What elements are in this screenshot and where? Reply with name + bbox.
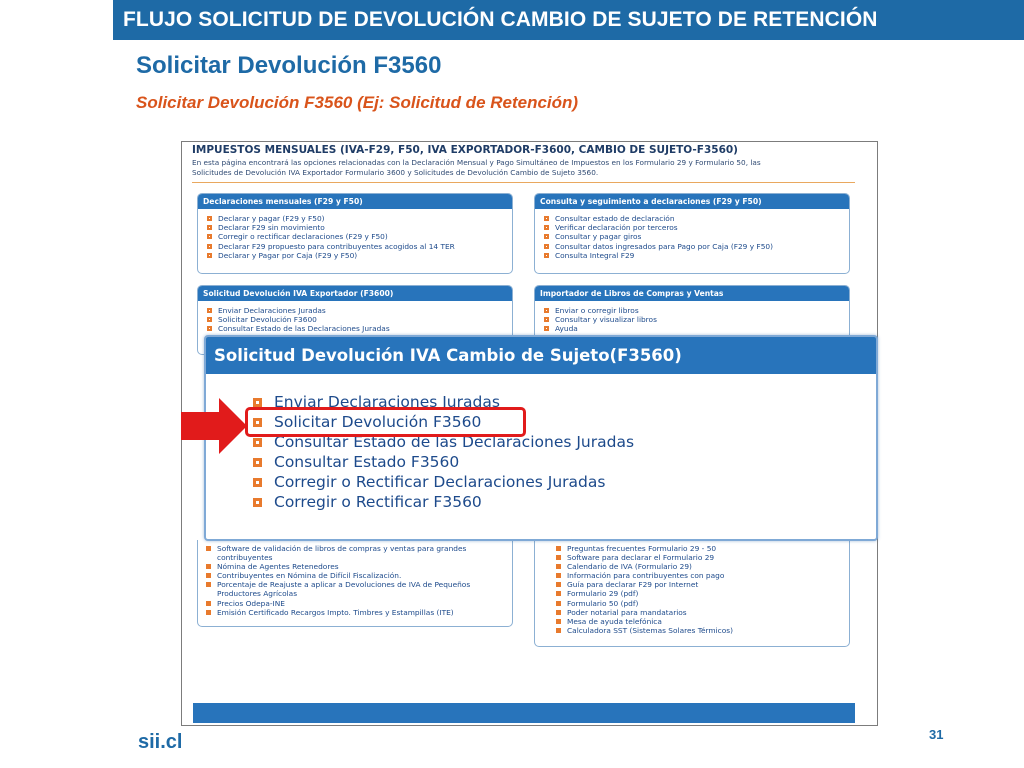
zoom-item-enviar-declaraciones[interactable]: Enviar Declaraciones Juradas — [274, 392, 634, 412]
square-bullet-icon — [544, 234, 549, 239]
list-item[interactable]: Emisión Certificado Recargos Impto. Timbres y Estampillas (ITE) — [217, 608, 470, 617]
slide-subtitle: Solicitar Devolución F3560 (Ej: Solicitud de Retención) — [136, 93, 579, 112]
square-bullet-icon — [556, 619, 561, 624]
list-item[interactable]: Porcentaje de Reajuste a aplicar a Devoluciones de IVA de Pequeños — [217, 580, 470, 589]
highlight-box — [245, 407, 526, 437]
list-item[interactable]: Corregir o rectificar declaraciones (F29 y F50) — [218, 232, 512, 241]
list-item-continuation[interactable]: contribuyentes — [217, 553, 273, 563]
panel-consulta-title: Consulta y seguimiento a declaraciones (F29 y F50) — [535, 194, 849, 209]
list-item[interactable]: Declarar y Pagar por Caja (F29 y F50) — [218, 251, 512, 260]
panel-consulta — [534, 193, 850, 274]
square-bullet-icon — [556, 546, 561, 551]
square-bullet-icon — [556, 610, 561, 615]
intro-line-2: Solicitudes de Devolución IVA Exportador Formulario 3600 y Solicitudes de Devolución Cambio de Sujeto 3560. — [192, 167, 599, 177]
square-bullet-icon — [206, 582, 211, 587]
square-bullet-icon — [556, 628, 561, 633]
zoom-item-consultar-estado-f3560[interactable]: Consultar Estado F3560 — [274, 452, 634, 472]
square-bullet-icon — [556, 582, 561, 587]
square-bullet-icon — [556, 555, 561, 560]
zoom-item-solicitar-devolucion[interactable]: Solicitar Devolución F3560 — [274, 412, 634, 432]
square-bullet-icon — [206, 601, 211, 606]
list-item[interactable]: Preguntas frecuentes Formulario 29 - 50 — [567, 544, 733, 553]
zoom-item-corregir-f3560[interactable]: Corregir o Rectificar F3560 — [274, 492, 634, 512]
slide-title: Solicitar Devolución F3560 — [136, 52, 442, 79]
list-item[interactable]: Enviar o corregir libros — [555, 306, 849, 315]
list-item[interactable]: Solicitar Devolución F3600 — [218, 315, 512, 324]
list-item[interactable]: Software de validación de libros de compras y ventas para grandes — [217, 544, 470, 553]
square-bullet-icon — [207, 216, 212, 221]
list-item[interactable]: Contribuyentes en Nómina de Difícil Fiscalización. — [217, 571, 470, 580]
page-footer-bar — [193, 703, 855, 723]
square-bullet-icon — [253, 438, 262, 447]
square-bullet-icon — [253, 498, 262, 507]
square-bullet-icon — [207, 326, 212, 331]
zoom-panel-title: Solicitud Devolución IVA Cambio de Sujeto(F3560) — [206, 337, 876, 374]
slide-banner — [113, 0, 1024, 40]
list-item[interactable]: Poder notarial para mandatarios — [567, 608, 733, 617]
list-item[interactable]: Calculadora SST (Sistemas Solares Térmicos) — [567, 626, 733, 635]
panel-importador-title: Importador de Libros de Compras y Ventas — [535, 286, 849, 301]
square-bullet-icon — [544, 308, 549, 313]
list-item[interactable]: Declarar y pagar (F29 y F50) — [218, 214, 512, 223]
square-bullet-icon — [206, 610, 211, 615]
list-item[interactable]: Formulario 50 (pdf) — [567, 599, 733, 608]
square-bullet-icon — [207, 308, 212, 313]
zoom-item-corregir-declaraciones[interactable]: Corregir o Rectificar Declaraciones Juradas — [274, 472, 634, 492]
square-bullet-icon — [544, 225, 549, 230]
list-item[interactable]: Ayuda — [555, 324, 849, 333]
list-item[interactable]: Enviar Declaraciones Juradas — [218, 306, 512, 315]
page-intro — [192, 158, 857, 177]
list-item[interactable]: Información para contribuyentes con pago — [567, 571, 733, 580]
square-bullet-icon — [207, 225, 212, 230]
square-bullet-icon — [544, 244, 549, 249]
square-bullet-icon — [207, 317, 212, 322]
list-item[interactable]: Nómina de Agentes Retenedores — [217, 562, 470, 571]
panel-declaraciones-list — [198, 209, 512, 260]
panel-exportador-title: Solicitud Devolución IVA Exportador (F3600) — [198, 286, 512, 301]
zoom-panel-cambio-sujeto — [204, 335, 878, 541]
list-item[interactable]: Declarar F29 propuesto para contribuyentes acogidos al 14 TER — [218, 242, 512, 251]
zoom-item-consultar-estado-declaraciones[interactable]: Consultar Estado de las Declaraciones Juradas — [274, 432, 634, 452]
list-item-continuation[interactable]: Productores Agrícolas — [217, 589, 298, 599]
slide-banner-title: FLUJO SOLICITUD DE DEVOLUCIÓN CAMBIO DE SUJETO DE RETENCIÓN — [123, 8, 878, 31]
list-item[interactable]: Consultar datos ingresados para Pago por Caja (F29 y F50) — [555, 242, 849, 251]
square-bullet-icon — [556, 591, 561, 596]
intro-line-1: En esta página encontrará las opciones relacionadas con la Declaración Mensual y Pago Simultáneo de Impuestos en los Formulario 29 y Formulario 50, las — [192, 158, 761, 167]
square-bullet-icon — [556, 573, 561, 578]
panel-importador-list — [535, 301, 849, 334]
square-bullet-icon — [207, 234, 212, 239]
list-item[interactable]: Consultar y visualizar libros — [555, 315, 849, 324]
list-item[interactable]: Software para declarar el Formulario 29 — [567, 553, 733, 562]
square-bullet-icon — [253, 478, 262, 487]
page-heading: IMPUESTOS MENSUALES (IVA-F29, F50, IVA EXPORTADOR-F3600, CAMBIO DE SUJETO-F3560) — [192, 144, 738, 156]
list-item[interactable]: Declarar F29 sin movimiento — [218, 223, 512, 232]
square-bullet-icon — [206, 573, 211, 578]
list-item[interactable]: Calendario de IVA (Formulario 29) — [567, 562, 733, 571]
list-item[interactable]: Verificar declaración por terceros — [555, 223, 849, 232]
panel-consulta-list — [535, 209, 849, 260]
list-item[interactable]: Consultar estado de declaración — [555, 214, 849, 223]
square-bullet-icon — [556, 601, 561, 606]
list-item[interactable]: Consultar y pagar giros — [555, 232, 849, 241]
square-bullet-icon — [207, 253, 212, 258]
square-bullet-icon — [207, 244, 212, 249]
square-bullet-icon — [544, 326, 549, 331]
red-arrow-icon — [181, 398, 251, 454]
sii-logo: sii.cl — [138, 731, 183, 753]
list-item[interactable]: Consultar Estado de las Declaraciones Juradas — [218, 324, 512, 333]
square-bullet-icon — [253, 458, 262, 467]
panel-declaraciones — [197, 193, 513, 274]
square-bullet-icon — [544, 317, 549, 322]
square-bullet-icon — [556, 564, 561, 569]
panel-bottom-left-list — [217, 544, 470, 617]
list-item[interactable]: Formulario 29 (pdf) — [567, 589, 733, 598]
square-bullet-icon — [206, 546, 211, 551]
square-bullet-icon — [544, 253, 549, 258]
heading-divider — [192, 182, 855, 183]
panel-exportador-list — [198, 301, 512, 334]
square-bullet-icon — [206, 564, 211, 569]
list-item[interactable]: Mesa de ayuda telefónica — [567, 617, 733, 626]
list-item[interactable]: Guía para declarar F29 por Internet — [567, 580, 733, 589]
panel-bottom-right-list — [567, 544, 733, 635]
page-number: 31 — [929, 727, 944, 742]
panel-declaraciones-title: Declaraciones mensuales (F29 y F50) — [198, 194, 512, 209]
list-item[interactable]: Consulta Integral F29 — [555, 251, 849, 260]
square-bullet-icon — [253, 398, 262, 407]
list-item[interactable]: Precios Odepa-INE — [217, 599, 470, 608]
square-bullet-icon — [544, 216, 549, 221]
